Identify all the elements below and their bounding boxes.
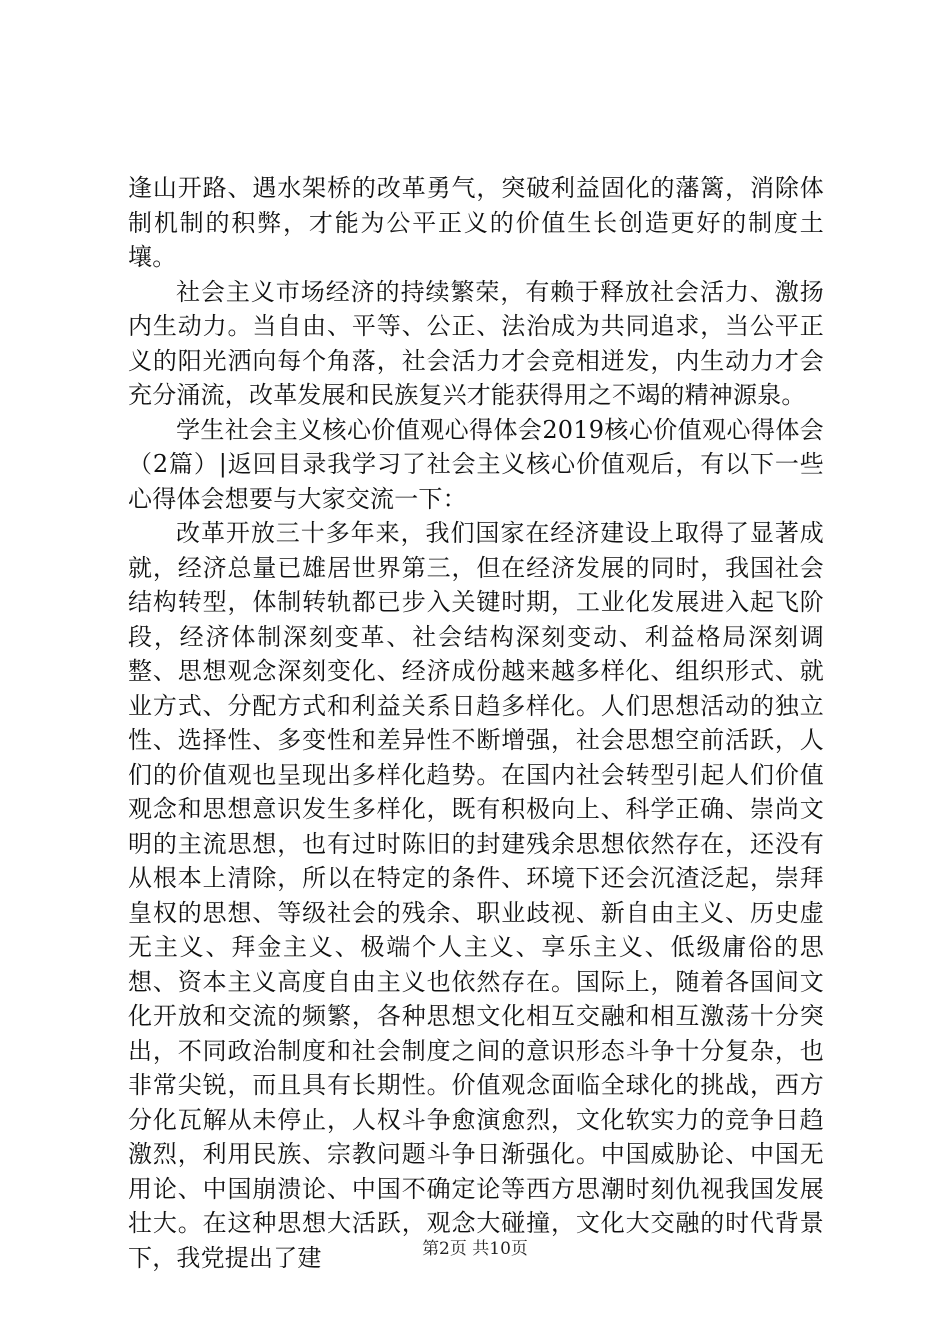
paragraph-market-economy: 社会主义市场经济的持续繁荣，有赖于释放社会活力、激扬内生动力。当自由、平等、公正、法治成为共同追求，当公平正义的阳光洒向每个角落，社会活力才会竞相迸发，内生动力才会充分涌流，改革发展和民族复兴才能获得用之不竭的精神源泉。 [128, 277, 824, 409]
paragraph-continuation: 逢山开路、遇水架桥的改革勇气，突破利益固化的藩篱，消除体制机制的积弊，才能为公平正义的价值生长创造更好的制度土壤。 [128, 174, 824, 271]
paragraph-article-title: 学生社会主义核心价值观心得体会2019核心价值观心得体会（2篇）|返回目录我学习了社会主义核心价值观后，有以下一些心得体会想要与大家交流一下： [128, 415, 824, 513]
paragraph-reform-opening: 改革开放三十多年来，我们国家在经济建设上取得了显著成就，经济总量已雄居世界第三，但在经济发展的同时，我国社会结构转型，体制转轨都已步入关键时期，工业化发展进入起飞阶段，经济体制深刻变革、社会结构深刻变动、利益格局深刻调整、思想观念深刻变化、经济成份越来越多样化、组织形式、就业方式、分配方式和利益关系日趋多样化。人们思想活动的独立性、选择性、多变性和差异性不断增强，社会思想空前活跃，人们的价值观也呈现出多样化趋势。在国内社会转型引起人们价值观念和思想意识发生多样化，既有积极向上、科学正确、崇尚文明的主流思想，也有过时陈旧的封建残余思想依然存在，还没有从根本上清除，所以在特定的条件、环境下还会沉渣泛起，崇拜皇权的思想、等级社会的残余、职业歧视、新自由主义、历史虚无主义、拜金主义、极端个人主义、享乐主义、低级庸俗的思想、资本主义高度自由主义也依然存在。国际上，随着各国间文化开放和交流的频繁，各种思想文化相互交融和相互激荡十分突出，不同政治制度和社会制度之间的意识形态斗争十分复杂，也非常尖锐，而且具有长期性。价值观念面临全球化的挑战，西方分化瓦解从未停止，人权斗争愈演愈烈，文化软实力的竞争日趋激烈，利用民族、宗教问题斗争日渐强化。中国威胁论、中国无用论、中国崩溃论、中国不确定论等西方思潮时刻仇视我国发展壮大。在这种思想大活跃，观念大碰撞，文化大交融的时代背景下，我党提出了建 [128, 519, 824, 1272]
page-number-footer: 第2页 共10页 [422, 1239, 528, 1259]
body-text [128, 171, 824, 1275]
